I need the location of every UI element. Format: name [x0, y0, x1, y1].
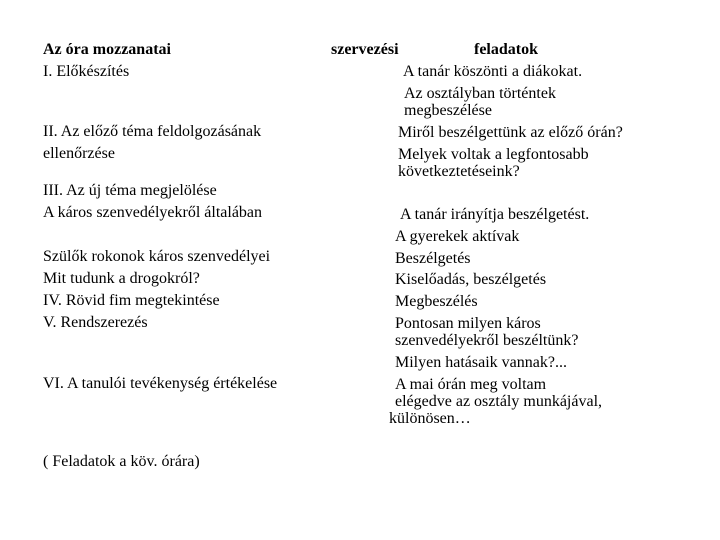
task-evaluation-line1: A mai órán meg voltam — [395, 376, 547, 393]
stage-evaluation: VI. A tanulói tevékenység értékelése — [43, 375, 278, 392]
task-greeting: A tanár köszönti a diákokat. — [403, 63, 583, 80]
task-question-important-line1: Melyek voltak a legfontosabb — [398, 146, 589, 163]
task-class-events-line1: Az osztályban történtek — [404, 85, 556, 102]
task-teacher-leads: A tanár irányítja beszélgetést. — [400, 206, 590, 223]
stage-systematization: V. Rendszerezés — [43, 314, 148, 331]
task-question-last-lesson: Miről beszélgettünk az előző órán? — [398, 124, 623, 141]
task-evaluation-line3: különösen… — [389, 410, 471, 427]
item-parents-relatives: Szülők rokonok káros szenvedélyei — [43, 248, 271, 265]
task-kids-active: A gyerekek aktívak — [395, 228, 520, 245]
stage-preparation: I. Előkészítés — [43, 63, 130, 80]
task-question-important-line2: következtetéseink? — [398, 163, 520, 180]
homework-note: ( Feladatok a köv. órára) — [43, 453, 200, 470]
task-class-events-line2: megbeszélése — [404, 102, 492, 119]
task-conversation: Beszélgetés — [395, 250, 471, 267]
stage-previous-topic-line1: II. Az előző téma feldolgozásának — [43, 123, 262, 140]
task-question-exactly-line1: Pontosan milyen káros — [395, 315, 541, 332]
task-evaluation-line2: elégedve az osztály munkájával, — [395, 393, 603, 410]
item-drugs-question: Mit tudunk a drogokról? — [43, 270, 200, 287]
organizational-header-word1: szervezési — [331, 41, 399, 58]
stage-previous-topic-line2: ellenőrzése — [43, 145, 115, 162]
task-question-effects: Milyen hatásaik vannak?... — [395, 354, 567, 371]
stage-short-film: IV. Rövid fim megtekintése — [43, 292, 220, 309]
task-presentation: Kiselőadás, beszélgetés — [395, 271, 547, 288]
lesson-stages-header: Az óra mozzanatai — [43, 41, 171, 58]
stage-new-topic-line2: A káros szenvedélyekről általában — [43, 204, 263, 221]
task-question-exactly-line2: szenvedélyekről beszéltünk? — [395, 332, 579, 349]
organizational-header-word2: feladatok — [474, 41, 538, 58]
stage-new-topic-line1: III. Az új téma megjelölése — [43, 182, 217, 199]
task-discussion: Megbeszélés — [395, 293, 478, 310]
